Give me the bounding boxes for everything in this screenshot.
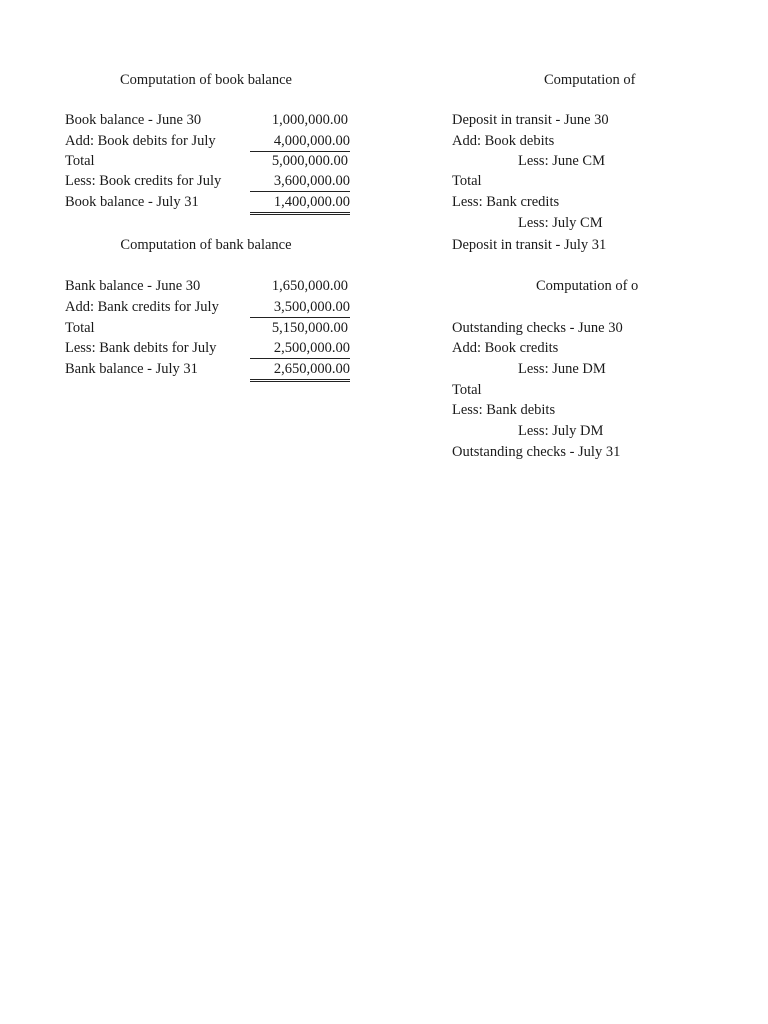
book-row-label: Less: Book credits for July bbox=[65, 173, 222, 189]
bank-row-label: Add: Bank credits for July bbox=[65, 299, 219, 315]
checks-row-label: Less: June DM bbox=[518, 361, 606, 377]
bank-row-value: 2,500,000.00 bbox=[250, 338, 350, 359]
checks-row-label: Outstanding checks - July 31 bbox=[452, 444, 621, 460]
book-row-value: 3,600,000.00 bbox=[250, 171, 350, 192]
bank-balance-title: Computation of bank balance bbox=[120, 237, 292, 253]
book-row-value: 5,000,000.00 bbox=[271, 153, 348, 169]
bank-row-value: 5,150,000.00 bbox=[271, 320, 348, 336]
book-balance-title: Computation of book balance bbox=[120, 72, 292, 88]
checks-row-label: Add: Book credits bbox=[452, 340, 559, 356]
book-row-label: Book balance - July 31 bbox=[65, 194, 199, 210]
book-row-value: 4,000,000.00 bbox=[250, 131, 350, 152]
book-row-label: Add: Book debits for July bbox=[65, 133, 216, 149]
book-row-label: Total bbox=[65, 153, 95, 169]
checks-row-label: Less: Bank debits bbox=[452, 402, 556, 418]
bank-row-label: Total bbox=[65, 320, 95, 336]
deposit-row-label: Less: June CM bbox=[518, 153, 605, 169]
bank-row-label: Bank balance - June 30 bbox=[65, 278, 201, 294]
bank-row-value: 2,650,000.00 bbox=[250, 359, 350, 382]
book-row-value: 1,000,000.00 bbox=[271, 112, 348, 128]
deposit-row-label: Add: Book debits bbox=[452, 133, 555, 149]
checks-row-label: Outstanding checks - June 30 bbox=[452, 320, 623, 336]
book-row-value: 1,400,000.00 bbox=[250, 192, 350, 215]
bank-row-value: 1,650,000.00 bbox=[271, 278, 348, 294]
deposit-in-transit-title: Computation of bbox=[544, 72, 636, 88]
checks-row-label: Total bbox=[452, 382, 482, 398]
book-row-label: Book balance - June 30 bbox=[65, 112, 202, 128]
deposit-row-label: Less: Bank credits bbox=[452, 194, 560, 210]
checks-row-label: Less: July DM bbox=[518, 423, 604, 439]
bank-row-label: Less: Bank debits for July bbox=[65, 340, 217, 356]
deposit-row-label: Deposit in transit - July 31 bbox=[452, 237, 607, 253]
deposit-row-label: Total bbox=[452, 173, 482, 189]
bank-row-label: Bank balance - July 31 bbox=[65, 361, 198, 377]
deposit-row-label: Deposit in transit - June 30 bbox=[452, 112, 609, 128]
deposit-row-label: Less: July CM bbox=[518, 215, 603, 231]
outstanding-checks-title: Computation of o bbox=[536, 278, 638, 294]
bank-row-value: 3,500,000.00 bbox=[250, 297, 350, 318]
